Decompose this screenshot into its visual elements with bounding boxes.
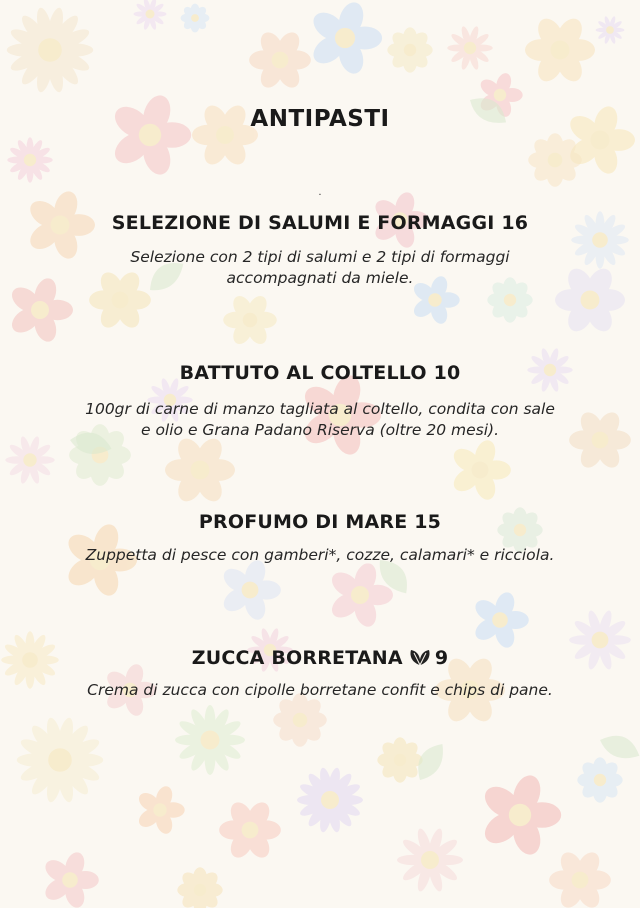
- dish-price: 15: [414, 511, 442, 533]
- dish-name: BATTUTO AL COLTELLO 10: [179, 362, 461, 384]
- dish-description: Zuppetta di pesce con gamberi*, cozze, calamari* e ricciola.: [85, 546, 555, 564]
- dish-description: Selezione con 2 tipi di salumi e 2 tipi di formaggi accompagnati da miele.: [130, 248, 510, 287]
- dish-description: 100gr di carne di manzo tagliata al coltello, condita con sale e olio e Grana Padano Riserva (oltre 20 mesi).: [85, 400, 555, 439]
- dish-price: 16: [501, 212, 529, 234]
- dish-description: Crema di zucca con cipolle borretane confit e chips di pane.: [87, 681, 553, 699]
- dish-name: PROFUMO DI MARE 15: [198, 511, 442, 533]
- divider-dot: .: [318, 187, 322, 198]
- dish-price: 9: [434, 647, 449, 669]
- section-title: ANTIPASTI: [250, 106, 390, 132]
- dish-price: 10: [433, 362, 461, 384]
- dish-name: ZUCCA BORRETANA 9: [191, 647, 449, 669]
- vegetarian-leaf-icon: [407, 648, 433, 666]
- dish-name: SELEZIONE DI SALUMI E FORMAGGI 16: [111, 212, 529, 234]
